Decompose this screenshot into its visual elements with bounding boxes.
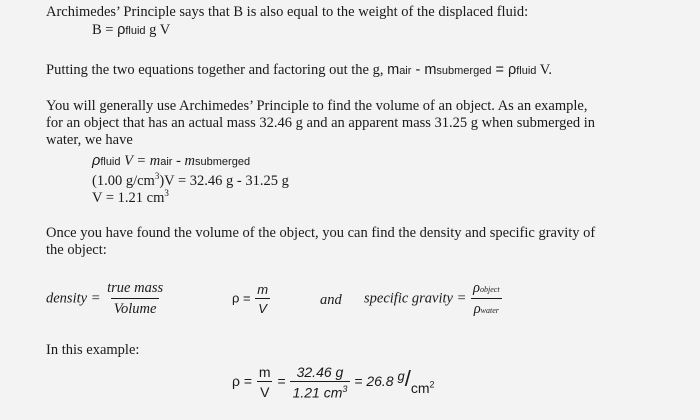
- calc-line-3: [92, 188, 169, 207]
- calc1-s1: air: [160, 156, 173, 168]
- formula-final: [232, 364, 435, 401]
- density-label: density =: [46, 290, 105, 307]
- rho-numerator: m: [257, 282, 269, 297]
- sg-den-rho: ρ: [473, 301, 481, 317]
- final-num2: 32.46 g: [296, 364, 344, 380]
- line2-m2: m: [424, 62, 437, 78]
- para1-line: for an object that has an actual mass 32.46 g and an apparent mass 31.25 g when submerged in: [46, 115, 595, 131]
- eq-b-rest: g V: [145, 22, 171, 38]
- line2-s2: submerged: [436, 65, 492, 77]
- paragraph-density: [46, 225, 595, 259]
- line2-minus: -: [411, 62, 425, 78]
- final-unit-den-wrap: [411, 380, 435, 396]
- sg-den-sub: water: [480, 306, 499, 315]
- calc1-rest: V = m: [120, 153, 161, 169]
- sg-num-rho: ρ: [473, 280, 480, 296]
- para2-line: Once you have found the volume of the object, you can find the density and specific gravity of: [46, 225, 596, 241]
- rho-lhs: ρ =: [232, 290, 255, 306]
- para2-line: the object:: [46, 242, 107, 258]
- line2-m1: m: [387, 62, 400, 78]
- rho-fraction: [254, 282, 271, 316]
- sg-label: specific gravity =: [364, 290, 471, 307]
- calc3-pre: V = 1.21 cm: [92, 189, 165, 206]
- final-fraction-1: [256, 364, 274, 400]
- final-den1: V: [257, 381, 272, 400]
- calc1-s2: submerged: [195, 156, 251, 168]
- density-denominator: Volume: [111, 298, 160, 318]
- and-text: and: [320, 292, 342, 308]
- final-eq2: = 26.8: [350, 373, 398, 390]
- final-lhs: ρ =: [232, 373, 256, 390]
- final-den2-pre: 1.21 cm: [292, 384, 343, 401]
- para1-line: water, we have: [46, 132, 133, 148]
- line2-rho: ρ: [507, 62, 517, 78]
- equation-buoyancy: [92, 22, 170, 39]
- final-fraction-2: [290, 364, 351, 401]
- calc2-post: )V = 32.46 g - 31.25 g: [159, 172, 289, 189]
- sg-fraction: [470, 280, 503, 318]
- density-fraction: [104, 280, 166, 318]
- calc1-rho: ρ: [92, 153, 101, 169]
- example-label: In this example:: [46, 342, 140, 358]
- eq-b-rho: ρ: [117, 22, 126, 38]
- eq-b-sub: fluid: [125, 25, 146, 37]
- final-unit-num: g: [397, 368, 405, 384]
- final-den2-sup: 3: [342, 384, 348, 394]
- formula-rho: [232, 282, 271, 316]
- formula-density: [46, 280, 166, 318]
- rho-denominator: V: [255, 298, 270, 316]
- final-num1: m: [258, 364, 271, 381]
- calc1-minus: - m: [172, 153, 196, 169]
- eq-b-lhs: B =: [92, 22, 118, 38]
- text-line-factoring: [46, 62, 552, 79]
- formula-specific-gravity: [364, 280, 503, 318]
- sg-numerator: [470, 280, 503, 298]
- calc3-sup: 3: [164, 188, 169, 198]
- line2-sub: fluid: [516, 65, 537, 77]
- calc-line-1: [92, 153, 250, 170]
- calc1-sub: fluid: [100, 156, 121, 168]
- para1-line: You will generally use Archimedes’ Principle to find the volume of an object. As an example,: [46, 98, 588, 114]
- final-slash: /: [404, 366, 411, 392]
- text-line-archimedes: Archimedes’ Principle says that B is also equal to the weight of the displaced fluid:: [46, 4, 529, 20]
- final-unit-den: cm: [410, 380, 430, 397]
- line2-s1: air: [399, 65, 412, 77]
- line2-pre: Putting the two equations together and factoring out the g,: [46, 62, 388, 78]
- line2-eq: =: [491, 62, 508, 78]
- line2-end: V.: [536, 62, 553, 78]
- final-eq1: =: [273, 373, 290, 390]
- sg-num-sub: object: [480, 285, 500, 294]
- calc2-pre: (1.00 g/cm: [92, 172, 155, 189]
- paragraph-example: [46, 98, 595, 149]
- sg-denominator: [471, 298, 502, 318]
- density-numerator: true mass: [107, 280, 164, 296]
- calc-line-2: [92, 171, 289, 190]
- final-unit-sup: 2: [429, 379, 435, 390]
- final-den2: [290, 381, 351, 401]
- calc2-sup: 3: [154, 171, 160, 181]
